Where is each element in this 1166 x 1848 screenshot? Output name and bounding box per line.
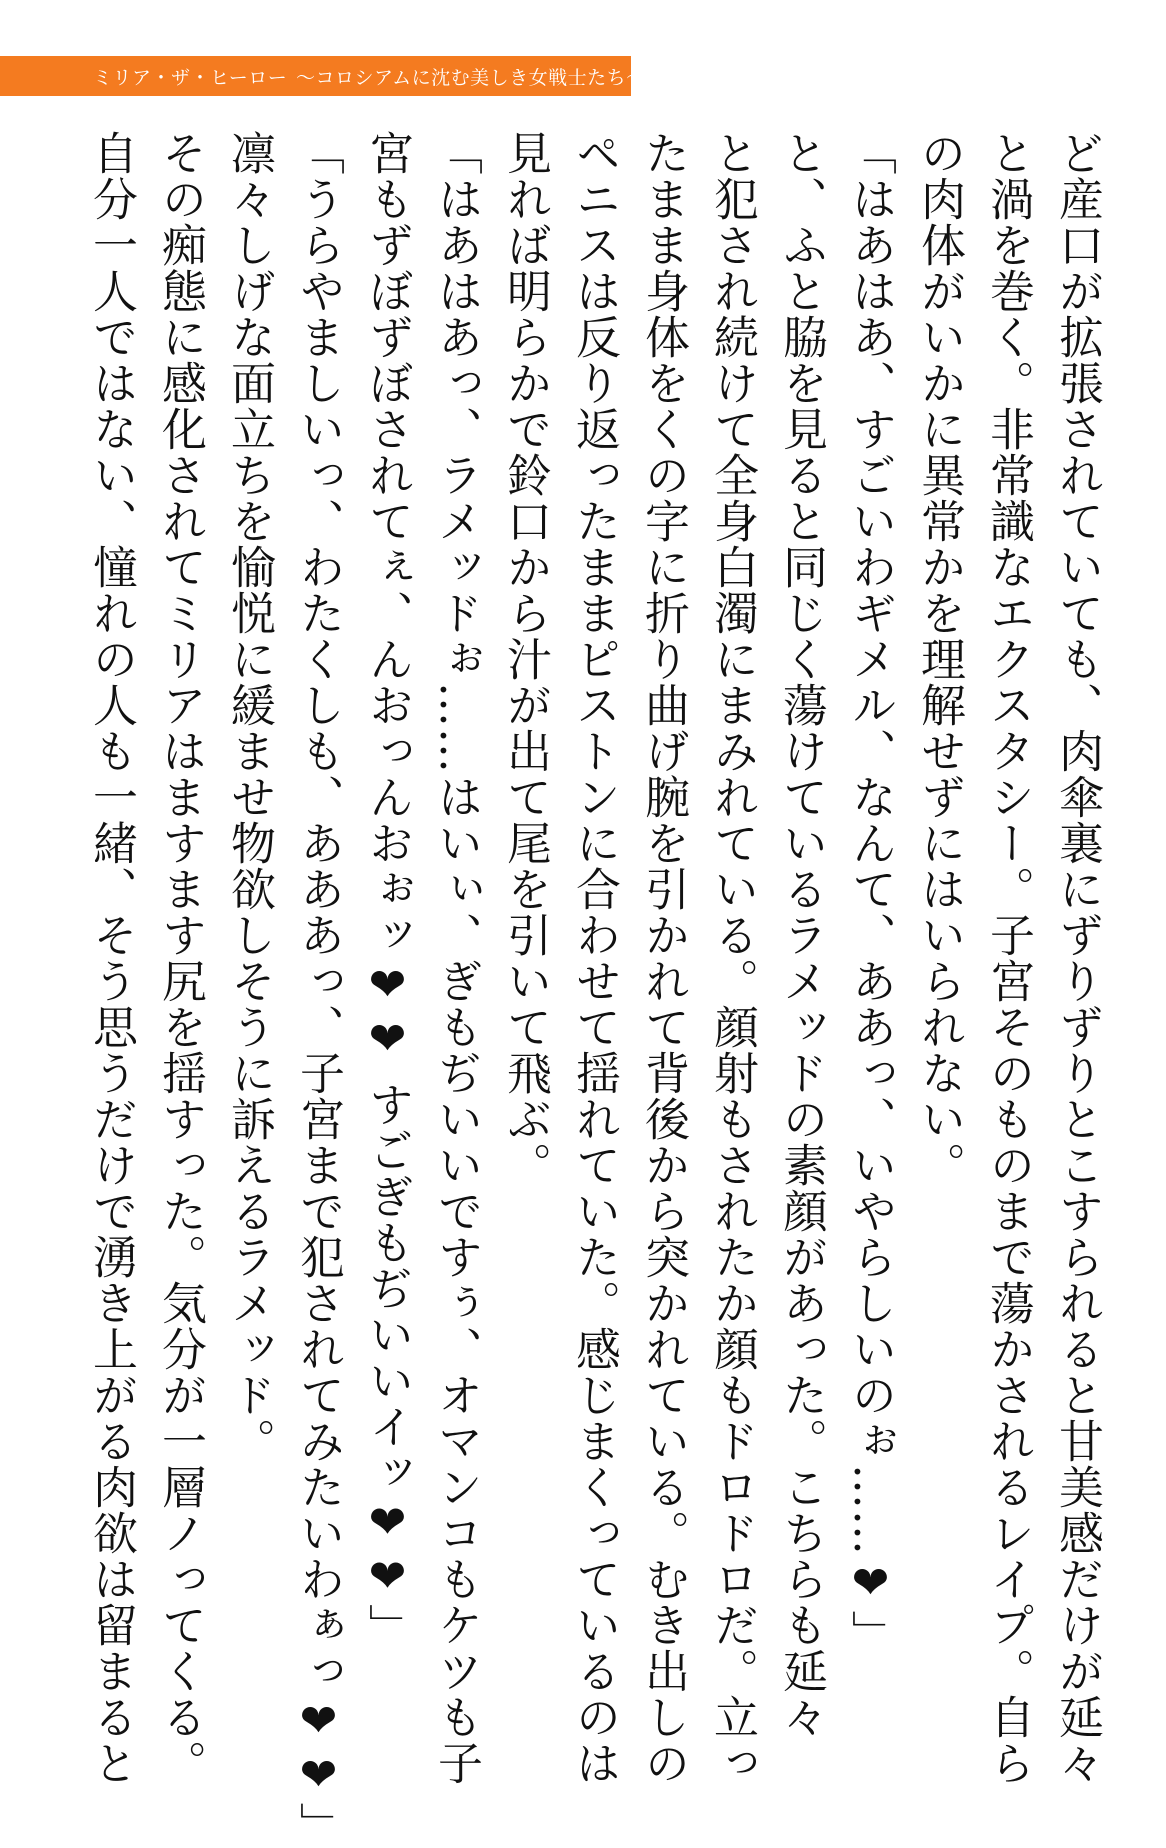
text-line: と犯され続けて全身白濁にまみれている。顔射もされたか顔もドロドロだ。立っ <box>706 130 759 1786</box>
text-line: その痴態に感化されてミリアはますます尻を揺すった。気分が一層ノってくる。 <box>154 130 207 1786</box>
text-line: ど産口が拡張されていても、肉傘裏にずりずりとこすられると甘美感だけが延々 <box>1051 130 1104 1786</box>
running-header <box>0 56 646 96</box>
text-line: 「はあはあ、すごいわギメル、なんて、ああっ、いやらしいのぉ……❤」 <box>844 130 897 1656</box>
text-line: 宮もずぼずぼされてぇ、んおっんおぉッ❤❤ すごぎもぢいいイッ❤❤」 <box>361 130 414 1650</box>
text-line: 「はあはあっ、ラメッドぉ……はいぃ、ぎもぢいいですぅ、オマンコもケツも子 <box>430 130 483 1786</box>
text-line: と渦を巻く。非常識なエクスタシー。子宮そのものまで蕩かされるレイプ。自ら <box>982 130 1035 1786</box>
vertical-text-body <box>85 130 1112 1848</box>
text-line: 「うらやましいっ、わたくしも、あああっ、子宮まで犯されてみたいわぁっ❤❤」 <box>292 130 345 1848</box>
text-line: たまま身体をくの字に折り曲げ腕を引かれて背後から突かれている。むき出しの <box>637 130 690 1786</box>
text-line: 見れば明らかで鈴口から汁が出て尾を引いて飛ぶ。 <box>499 130 552 1188</box>
text-line: 自分一人ではない、憧れの人も一緒、そう思うだけで湧き上がる肉欲は留まると <box>85 130 138 1786</box>
series-subtitle: 〜コロシアムに沈む美しき女戦士たち〜 <box>296 66 646 89</box>
series-title: ミリア・ザ・ヒーロー <box>93 66 288 89</box>
text-line: の肉体がいかに異常かを理解せずにはいられない。 <box>913 130 966 1188</box>
text-line: と、ふと脇を見ると同じく蕩けているラメッドの素顔があった。こちらも延々 <box>775 130 828 1740</box>
text-line: ペニスは反り返ったままピストンに合わせて揺れていた。感じまくっているのは <box>568 130 621 1786</box>
text-line: 凛々しげな面立ちを愉悦に緩ませ物欲しそうに訴えるラメッド。 <box>223 130 276 1464</box>
